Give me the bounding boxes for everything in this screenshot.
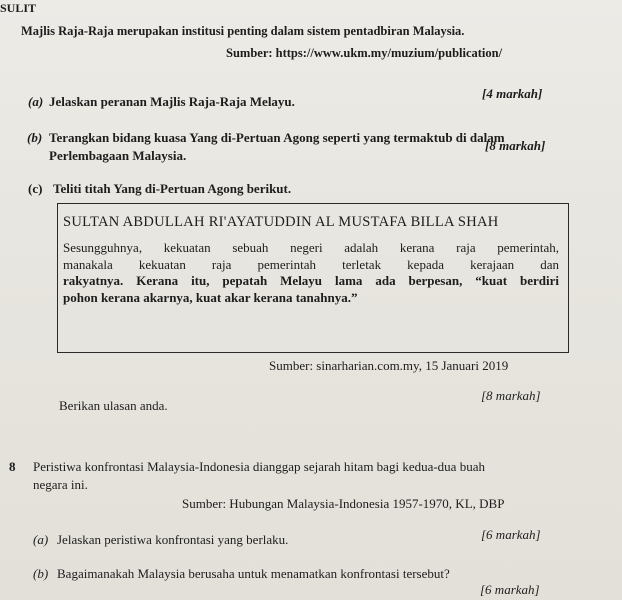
- q8a-marks: [6 markah]: [481, 527, 541, 542]
- q7a-label: (a): [28, 94, 44, 109]
- q8-source: Sumber: Hubungan Malaysia-Indonesia 1957-1970, KL, DBP: [182, 496, 505, 511]
- q7b-text-line2: Perlembagaan Malaysia.: [49, 148, 187, 163]
- q7a-text: Jelaskan peranan Majlis Raja-Raja Melayu.: [49, 94, 295, 109]
- q8a-text: Jelaskan peristiwa konfrontasi yang berlaku.: [57, 532, 289, 547]
- quote-title: SULTAN ABDULLAH RI'AYATUDDIN AL MUSTAFA BILLA SHAH: [63, 214, 499, 230]
- q7c-text: Teliti titah Yang di-Pertuan Agong berikut.: [53, 181, 292, 196]
- quote-line-3: rakyatnya. Kerana itu, pepatah Melayu lama ada berpesan, “kuat berdiri: [63, 273, 559, 288]
- quote-source: Sumber: sinarharian.com.my, 15 Januari 2019: [269, 358, 509, 373]
- q8-intro-line2: negara ini.: [33, 477, 88, 492]
- quote-line-4: pohon kerana akarnya, kuat akar kerana tanahnya.”: [63, 289, 358, 305]
- q7c-instruction: Berikan ulasan anda.: [59, 398, 168, 413]
- q8a-label: (a): [33, 532, 49, 547]
- header-fragment: SULIT: [0, 1, 37, 15]
- q8b-label: (b): [33, 566, 49, 581]
- q8-intro-line1: Peristiwa konfrontasi Malaysia-Indonesia dianggap sejarah hitam bagi kedua-dua buah: [33, 459, 485, 474]
- q7b-text-line1: Terangkan bidang kuasa Yang di-Pertuan Agong seperti yang termaktub di dalam: [49, 130, 505, 145]
- intro-source: Sumber: https://www.ukm.my/muzium/publication/: [226, 46, 503, 60]
- q7c-label: (c): [28, 181, 43, 196]
- q7c-marks: [8 markah]: [481, 388, 541, 403]
- q8b-text: Bagaimanakah Malaysia berusaha untuk menamatkan konfrontasi tersebut?: [57, 566, 450, 581]
- q7b-label: (b): [27, 130, 43, 145]
- quote-body: [63, 240, 559, 306]
- q8-number: 8: [9, 459, 16, 474]
- quote-line-1: Sesungguhnya, kekuatan sebuah negeri adalah kerana raja pemerintah,: [63, 240, 559, 255]
- q7b-marks: [8 markah]: [485, 138, 546, 153]
- quote-line-2: manakala kekuatan raja pemerintah terletak kepada kerajaan dan: [63, 256, 559, 272]
- q7a-marks: [4 markah]: [482, 86, 543, 101]
- intro-text: Majlis Raja-Raja merupakan institusi penting dalam sistem pentadbiran Malaysia.: [21, 24, 465, 38]
- q8b-marks: [6 markah]: [480, 582, 540, 597]
